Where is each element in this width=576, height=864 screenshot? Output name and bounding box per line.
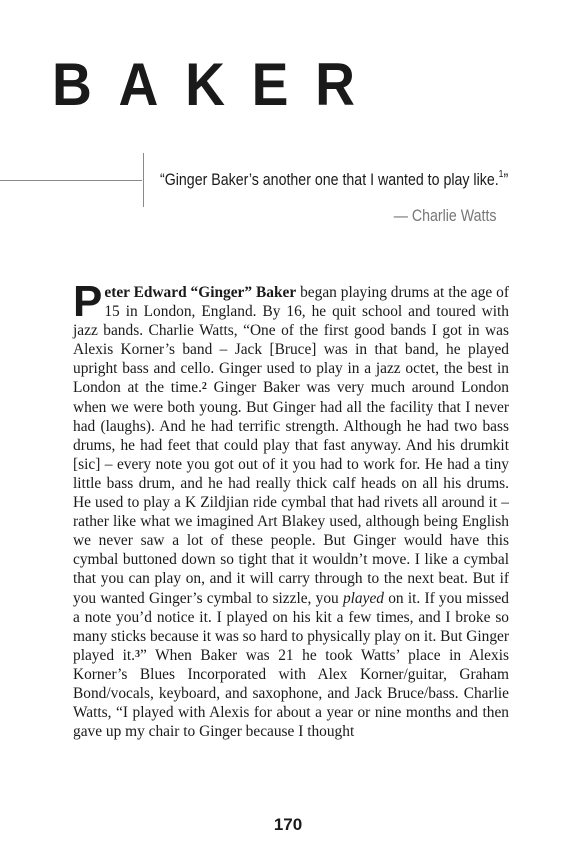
body-paragraph bbox=[73, 277, 510, 741]
body-text-part-3: on it. If you missed a note you’d notice it. I played on his kit a few times, and I broke so many sticks because it was so hard to physically play on it. But Ginger played it. bbox=[73, 589, 510, 664]
page-number: 170 bbox=[273, 815, 303, 834]
epigraph-attribution: — Charlie Watts bbox=[393, 207, 496, 225]
epigraph-horizontal-rule bbox=[0, 180, 142, 181]
drop-cap: P bbox=[73, 277, 103, 326]
page-title: BAKER bbox=[52, 51, 382, 118]
emphasis-word: played bbox=[342, 589, 384, 607]
epigraph-quote bbox=[160, 171, 508, 190]
body-text-part-1: began playing drums at the age of 15 in London, England. By 16, he quit school and toured with jazz bands. Charlie Watts, “One of the first good bands I got in was Alexis Korner’s band – Jack [Bruce] was in that band, he played upright bass and cello. Ginger used to play in a jazz octet, the best in London at the time. bbox=[73, 284, 509, 397]
body-text-part-4: ” When Baker was 21 he took Watts’ place in Alexis Korner’s Blues Incorporated with Alex Korner/guitar, Graham Bond/vocals, keyboard, and saxophone, and Jack Bruce/bass. Charlie Watts, “I played with Alexis for about a year or nine months and then gave up my chair to Ginger because I thought bbox=[73, 646, 509, 741]
epigraph-quote-text: “Ginger Baker’s another one that I wanted to play like. bbox=[160, 171, 499, 189]
footnote-marker-3: 3 bbox=[134, 648, 140, 660]
epigraph-vertical-rule bbox=[143, 153, 144, 207]
epigraph-quote-close: ” bbox=[503, 171, 509, 189]
subject-name: eter Edward “Ginger” Baker bbox=[104, 284, 297, 301]
footnote-marker-2: 2 bbox=[201, 381, 207, 393]
body-text-part-2: Ginger Baker was very much around London when we were both young. But Ginger had all the facility that I never had (laughs). And he had terrific strength. Although he had two bass drums, he had feet that could play that fast anyway. And his drumkit [sic] – every note you got out of it you had to work for. He had a tiny little bass drum, and he had really thick calf heads on all his drums. He used to play a K Zildjian ride cymbal that had rivets all around it – rather like what we imagined Art Blakey used, although being English we never saw a lot of these people. But Ginger would have this cymbal buttoned down so tight that it wouldn’t move. I like a cymbal that you can play on, and it will carry through to the next beat. But if you wanted Ginger’s cymbal to sizzle, you bbox=[73, 379, 509, 607]
epigraph-footnote-marker: 1 bbox=[498, 169, 504, 180]
